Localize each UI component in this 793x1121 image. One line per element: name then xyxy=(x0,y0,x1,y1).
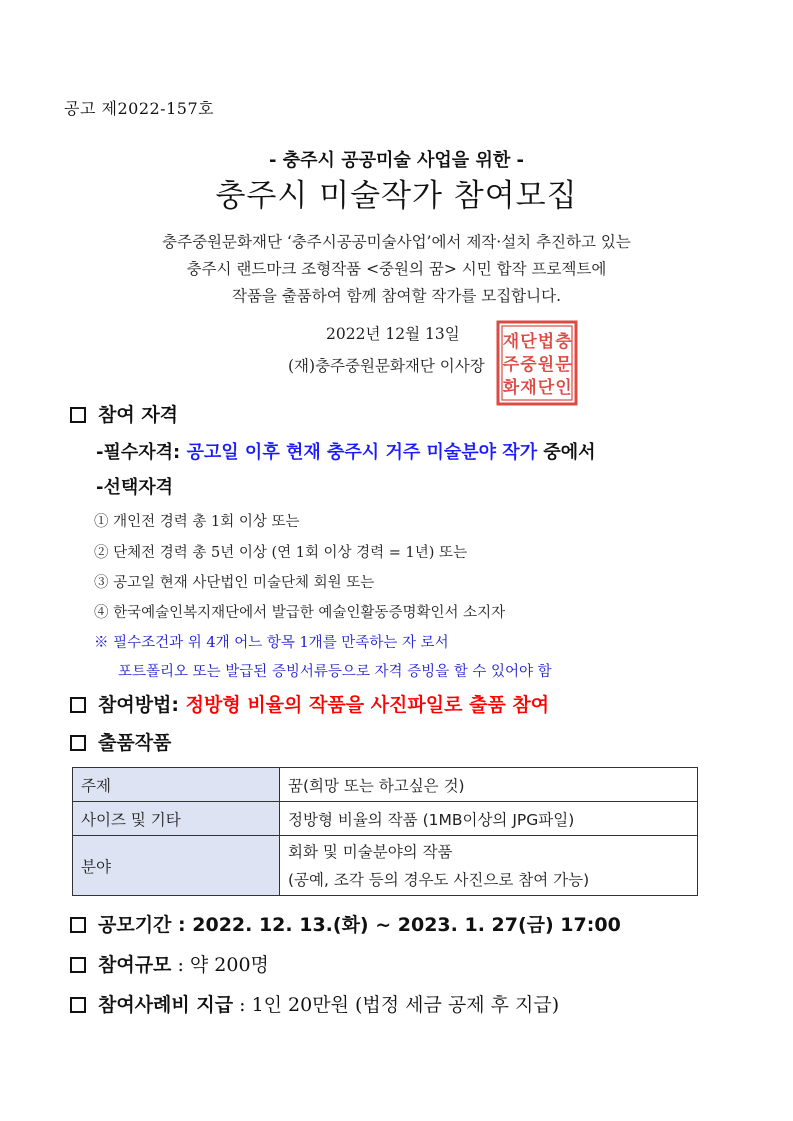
section-works xyxy=(70,728,171,755)
checkbox-icon xyxy=(70,957,86,973)
intro-line-3: 작품을 출품하여 함께 참여할 작가를 모집합니다. xyxy=(231,287,562,305)
page-title: 충주시 미술작가 참여모집 xyxy=(215,178,578,214)
issuer: (재)충주중원문화재단 이사장 xyxy=(288,357,485,375)
table-row xyxy=(73,836,698,896)
optional-item: ① 개인전 경력 총 1회 이상 또는 xyxy=(94,514,300,530)
section-fee-value: : 1인 20만원 (법정 세금 공제 후 지급) xyxy=(233,994,560,1016)
official-seal-icon xyxy=(496,320,578,406)
eligibility-note-line-1: ※ 필수조건과 위 4개 어느 항목 1개를 만족하는 자 로서 xyxy=(94,635,449,651)
checkbox-icon xyxy=(70,697,86,713)
table-value-cell xyxy=(280,836,698,896)
section-scale xyxy=(70,950,269,977)
checkbox-icon xyxy=(70,917,86,933)
seal-character: 중 xyxy=(520,355,537,375)
mandatory-suffix: 중에서 xyxy=(537,442,596,463)
section-method xyxy=(70,690,549,717)
intro-line-1: 충주중원문화재단 ‘충주시공공미술사업’에서 제작·설치 추진하고 있는 xyxy=(162,233,631,251)
optional-item: ③ 공고일 현재 사단법인 미술단체 회원 또는 xyxy=(94,575,375,591)
notice-date: 2022년 12월 13일 xyxy=(326,325,460,343)
seal-character: 법 xyxy=(537,332,555,352)
table-label-cell: 분야 xyxy=(73,836,280,896)
subtitle: - 충주시 공공미술 사업을 위한 - xyxy=(269,150,524,171)
seal-character: 화 xyxy=(502,378,520,398)
section-fee xyxy=(70,990,559,1017)
mandatory-label: -필수자격: xyxy=(96,442,187,463)
section-works-heading: 출품작품 xyxy=(98,732,172,754)
section-scale-value: : 약 200명 xyxy=(171,954,269,976)
seal-character: 재 xyxy=(502,332,520,352)
section-method-heading: 참여방법: xyxy=(98,694,186,716)
table-row xyxy=(73,802,698,836)
section-scale-heading: 참여규모 xyxy=(98,954,172,976)
optional-item: ④ 한국예술인복지재단에서 발급한 예술인활동증명확인서 소지자 xyxy=(94,605,506,621)
seal-character: 재 xyxy=(520,378,537,398)
seal-character: 단 xyxy=(537,378,555,398)
seal-character: 주 xyxy=(502,355,520,375)
table-value-line: 회화 및 미술분야의 작품 xyxy=(288,842,453,861)
section-fee-heading: 참여사례비 지급 xyxy=(98,994,234,1016)
section-period xyxy=(70,910,621,937)
table-value-line: (공예, 조각 등의 경우도 사진으로 참여 가능) xyxy=(288,870,590,889)
seal-character: 문 xyxy=(555,355,572,375)
checkbox-icon xyxy=(70,997,86,1013)
table-label-cell: 주제 xyxy=(73,768,280,802)
table-row xyxy=(73,768,698,802)
section-eligibility xyxy=(70,400,178,427)
seal-character: 원 xyxy=(537,355,555,375)
mandatory-qualification xyxy=(96,438,596,464)
optional-item: ② 단체전 경력 총 5년 이상 (연 1회 이상 경력 = 1년) 또는 xyxy=(94,545,468,561)
checkbox-icon xyxy=(70,735,86,751)
section-period-heading: 공모기간 : xyxy=(98,914,193,936)
table-value-cell: 정방형 비율의 작품 (1MB이상의 JPG파일) xyxy=(280,802,698,836)
seal-character: 충 xyxy=(555,332,572,352)
optional-qualification-label: -선택자격 xyxy=(96,477,174,498)
table-label-cell: 사이즈 및 기타 xyxy=(73,802,280,836)
seal-character: 단 xyxy=(520,332,537,352)
section-eligibility-heading: 참여 자격 xyxy=(98,404,179,426)
eligibility-note-line-2: 포트폴리오 또는 발급된 증빙서류등으로 자격 증빙을 할 수 있어야 함 xyxy=(118,664,552,680)
intro-line-2: 충주시 랜드마크 조형작품 <중원의 꿈> 시민 합작 프로젝트에 xyxy=(186,260,607,278)
mandatory-value: 공고일 이후 현재 충주시 거주 미술분야 작가 xyxy=(186,442,538,463)
checkbox-icon xyxy=(70,407,86,423)
table-value-cell: 꿈(희망 또는 하고싶은 것) xyxy=(280,768,698,802)
works-table xyxy=(72,767,698,896)
notice-number: 공고 제2022-157호 xyxy=(64,99,215,118)
section-method-value: 정방형 비율의 작품을 사진파일로 출품 참여 xyxy=(185,694,550,716)
seal-character: 인 xyxy=(555,378,572,398)
section-period-value: 2022. 12. 13.(화) ~ 2023. 1. 27(금) 17:00 xyxy=(192,914,621,936)
